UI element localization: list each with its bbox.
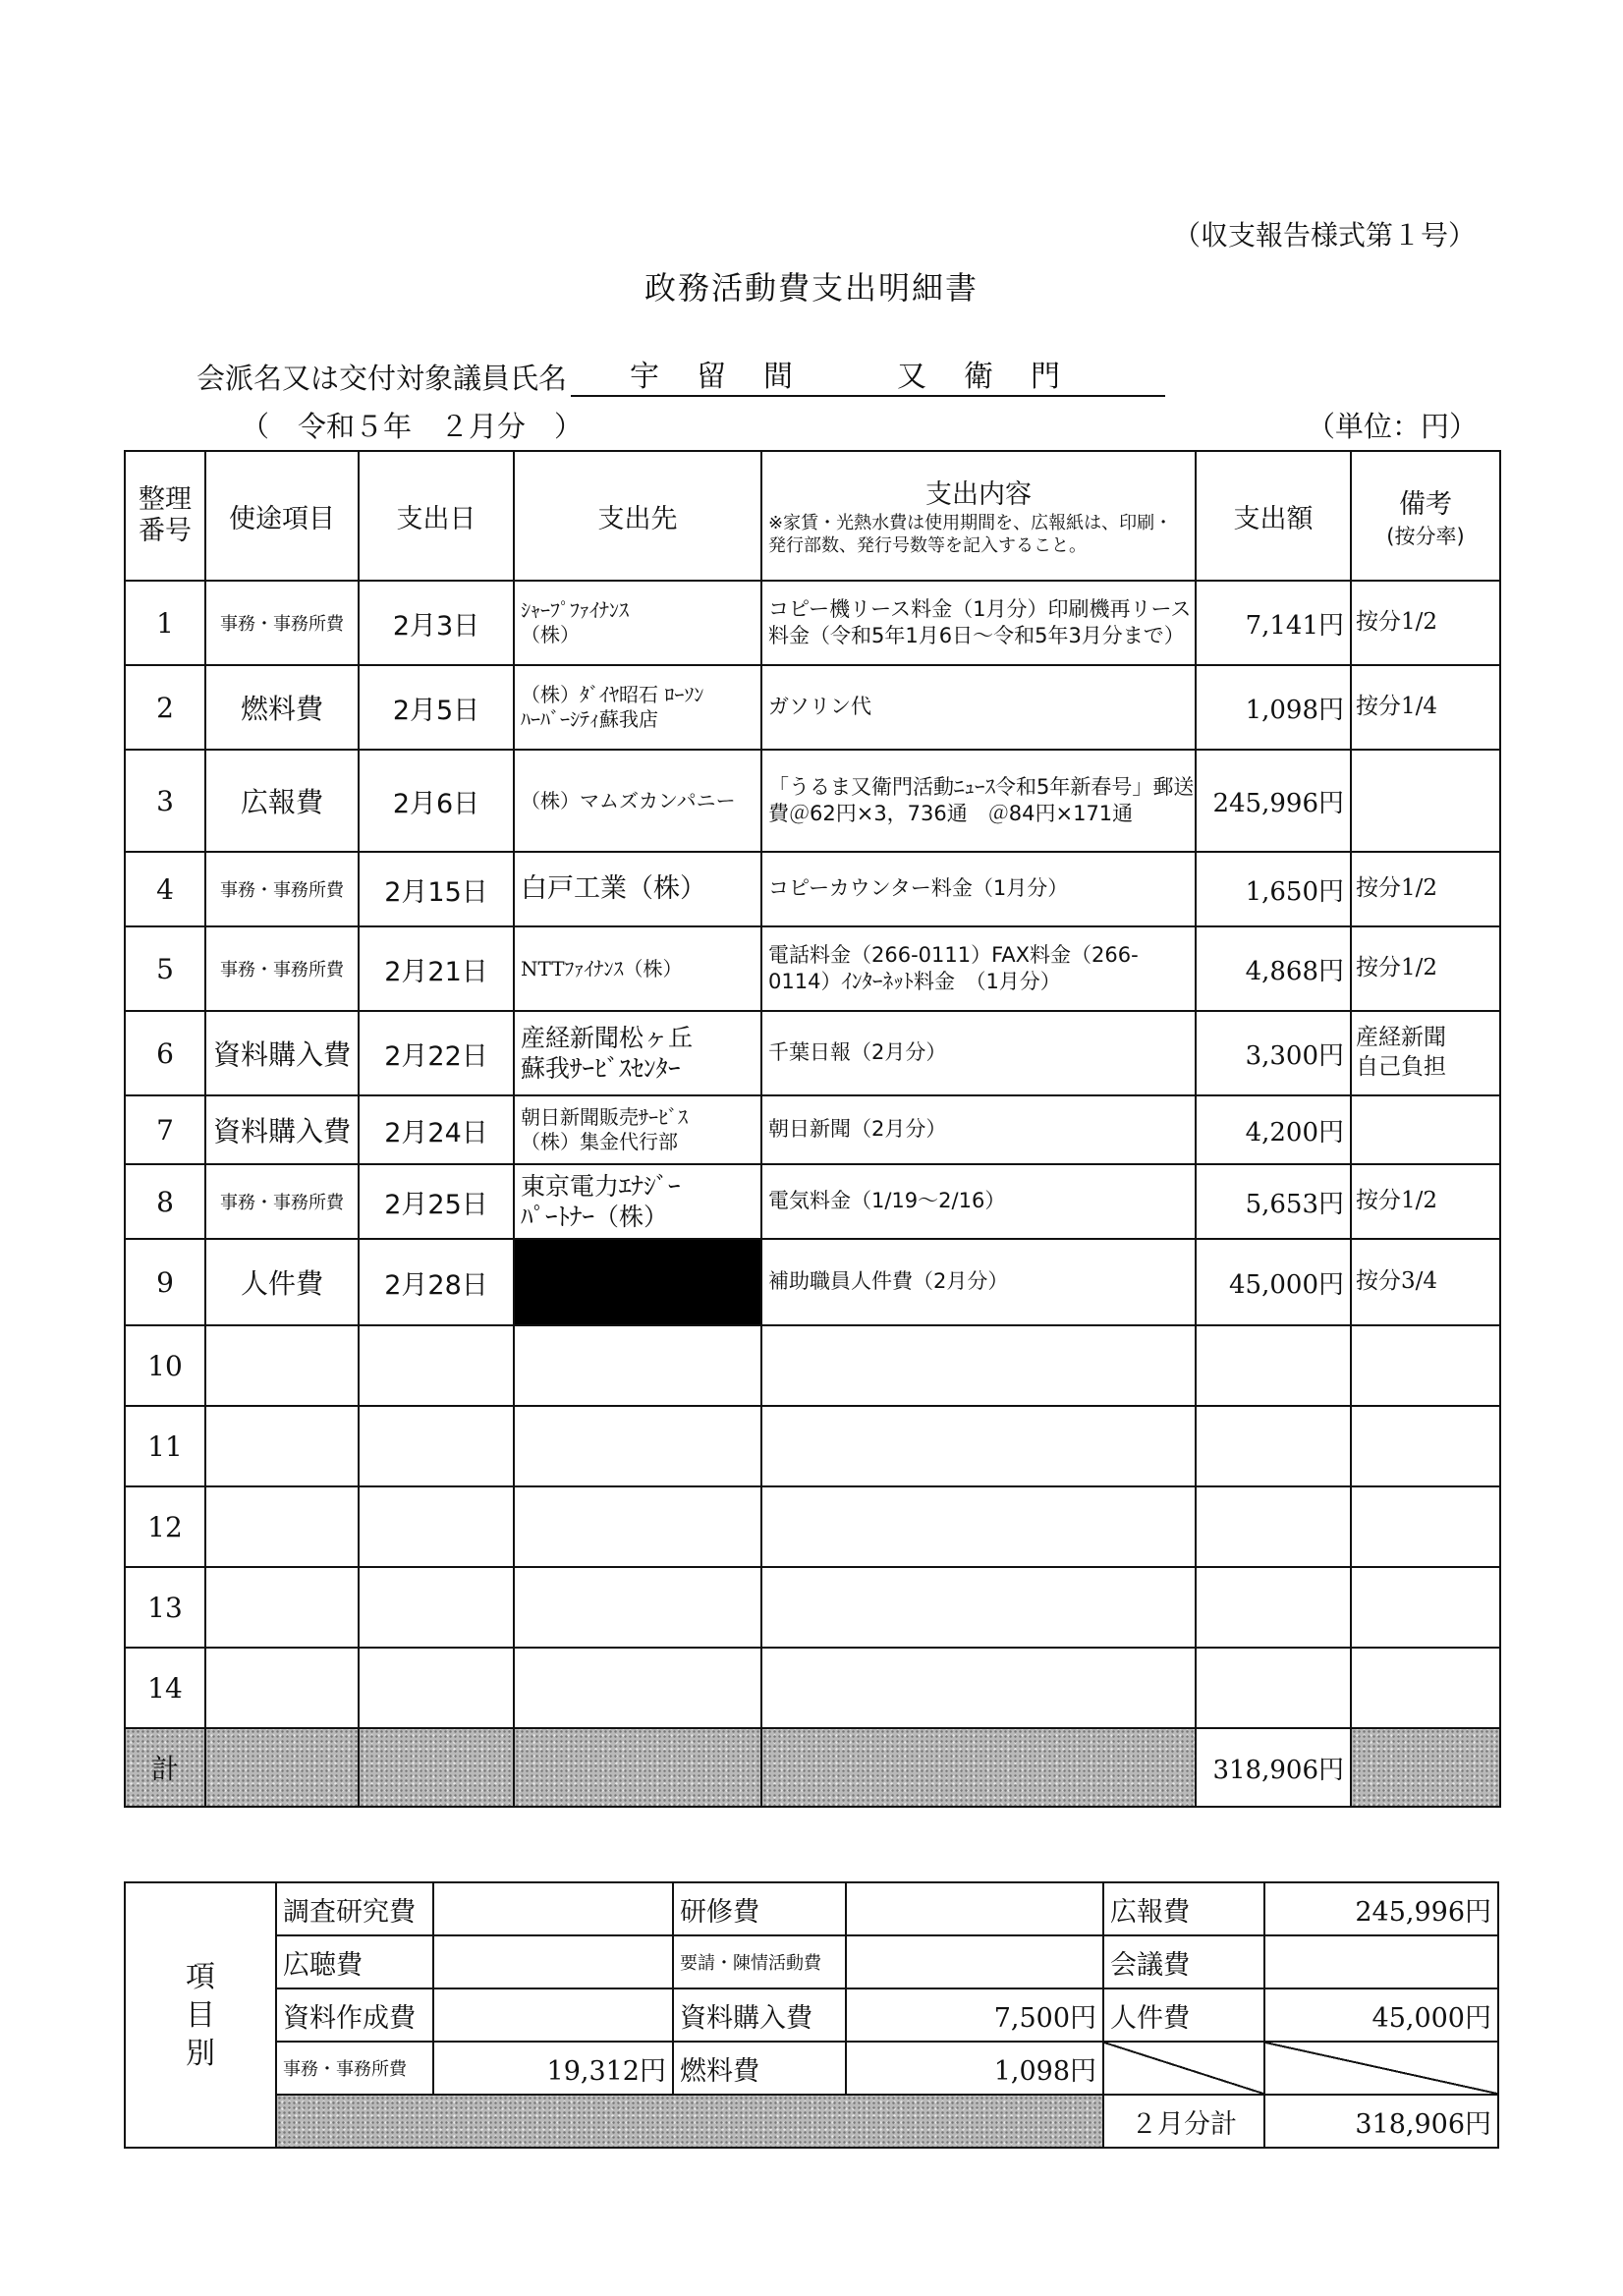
label-month-total: ２月分計	[1103, 2095, 1264, 2148]
header-remarks	[1351, 451, 1500, 581]
label-yosei: 要請・陳情活動費	[673, 1935, 846, 1988]
row-date: 2月6日	[359, 750, 514, 852]
row-category: 広報費	[205, 750, 359, 852]
table-row	[125, 1011, 1500, 1095]
row-date: 2月5日	[359, 665, 514, 750]
row-content: 補助職員人件費（2月分）	[761, 1239, 1196, 1325]
row-amount: 45,000円	[1196, 1239, 1351, 1325]
row-date: 2月15日	[359, 852, 514, 926]
label-shiryo-konyu: 資料購入費	[673, 1988, 846, 2042]
row-remarks: 按分1/2	[1351, 852, 1500, 926]
row-category: 人件費	[205, 1239, 359, 1325]
header-payee: 支出先	[514, 451, 761, 581]
table-row	[125, 1164, 1500, 1239]
row-no: 4	[125, 852, 205, 926]
table-row-empty	[125, 1406, 1500, 1486]
diagonal-cell	[1264, 2042, 1498, 2095]
table-row-empty	[125, 1325, 1500, 1406]
member-label: 会派名又は交付対象議員氏名	[196, 362, 568, 395]
row-amount: 4,868円	[1196, 926, 1351, 1011]
row-category: 事務・事務所費	[205, 1164, 359, 1239]
row-payee: （株）ﾀﾞｲﾔ昭石 ﾛｰｿﾝ ﾊｰﾊﾞｰｼﾃｨ蘇我店	[514, 665, 761, 750]
total-label: 計	[125, 1728, 205, 1807]
row-no: 5	[125, 926, 205, 1011]
table-row	[125, 1095, 1500, 1164]
row-payee: ｼｬｰﾌﾟﾌｧｲﾅﾝｽ （株）	[514, 581, 761, 665]
row-payee: （株）マムズカンパニー	[514, 750, 761, 852]
table-row	[125, 665, 1500, 750]
row-no: 11	[125, 1406, 205, 1486]
table-row	[125, 1239, 1500, 1325]
table-row	[125, 750, 1500, 852]
header-no: 整理番号	[125, 451, 205, 581]
table-row	[125, 581, 1500, 665]
redacted-payee	[514, 1239, 761, 1325]
row-amount: 7,141円	[1196, 581, 1351, 665]
header-date: 支出日	[359, 451, 514, 581]
row-content: コピーカウンター料金（1月分）	[761, 852, 1196, 926]
unit-label: （単位：円）	[1306, 410, 1478, 443]
header-content-note: ※家賃・光熱水費は使用期間を、広報紙は、印刷・発行部数、発行号数等を記入すること。	[768, 513, 1173, 556]
header-category: 使途項目	[205, 451, 359, 581]
row-content: 千葉日報（2月分）	[761, 1011, 1196, 1095]
label-kenshu: 研修費	[673, 1882, 846, 1935]
row-payee: NTTﾌｧｲﾅﾝｽ（株）	[514, 926, 761, 1011]
row-content: ガソリン代	[761, 665, 1196, 750]
category-summary-table	[124, 1881, 1499, 2149]
row-date: 2月22日	[359, 1011, 514, 1095]
row-remarks	[1351, 1095, 1500, 1164]
member-line	[196, 352, 1165, 397]
header-content	[761, 451, 1196, 581]
total-row	[125, 1728, 1500, 1807]
summary-row	[125, 1882, 1498, 1935]
label-jinken: 人件費	[1103, 1988, 1264, 2042]
row-payee: 白戸工業（株）	[514, 852, 761, 926]
table-row	[125, 926, 1500, 1011]
row-amount: 245,996円	[1196, 750, 1351, 852]
row-category: 資料購入費	[205, 1011, 359, 1095]
summary-row	[125, 1988, 1498, 2042]
summary-row	[125, 2042, 1498, 2095]
row-no: 6	[125, 1011, 205, 1095]
row-category: 燃料費	[205, 665, 359, 750]
row-payee: 東京電力ｴﾅｼﾞｰ ﾊﾟｰﾄﾅｰ（株）	[514, 1164, 761, 1239]
row-amount: 3,300円	[1196, 1011, 1351, 1095]
label-chosa: 調査研究費	[276, 1882, 433, 1935]
total-amount: 318,906円	[1196, 1728, 1351, 1807]
row-remarks: 按分1/2	[1351, 926, 1500, 1011]
label-jimu: 事務・事務所費	[276, 2042, 433, 2095]
row-remarks: 産経新聞 自己負担	[1351, 1011, 1500, 1095]
value-shiryo-konyu: 7,500円	[846, 1988, 1103, 2042]
row-no: 10	[125, 1325, 205, 1406]
row-amount: 1,098円	[1196, 665, 1351, 750]
value-jimu: 19,312円	[433, 2042, 673, 2095]
row-no: 1	[125, 581, 205, 665]
row-category: 事務・事務所費	[205, 852, 359, 926]
shaded-cell	[276, 2095, 1103, 2148]
form-id: （収支報告様式第１号）	[1172, 219, 1476, 252]
value-jinken: 45,000円	[1264, 1988, 1498, 2042]
row-payee: 産経新聞松ヶ丘 蘇我ｻｰﾋﾞｽｾﾝﾀｰ	[514, 1011, 761, 1095]
row-remarks: 按分1/4	[1351, 665, 1500, 750]
row-amount: 4,200円	[1196, 1095, 1351, 1164]
table-row-empty	[125, 1486, 1500, 1567]
row-date: 2月3日	[359, 581, 514, 665]
table-row-empty	[125, 1648, 1500, 1728]
label-kocho: 広聴費	[276, 1935, 433, 1988]
row-remarks: 按分3/4	[1351, 1239, 1500, 1325]
table-header-row	[125, 451, 1500, 581]
row-category: 事務・事務所費	[205, 926, 359, 1011]
row-content: 電話料金（266-0111）FAX料金（266-0114）ｲﾝﾀｰﾈｯﾄ料金 （1月分）	[761, 926, 1196, 1011]
row-no: 14	[125, 1648, 205, 1728]
row-category: 事務・事務所費	[205, 581, 359, 665]
diagonal-cell	[1103, 2042, 1264, 2095]
member-name: 宇留間 又衛門	[571, 352, 1165, 397]
label-shiryo-sakusei: 資料作成費	[276, 1988, 433, 2042]
row-date: 2月21日	[359, 926, 514, 1011]
document-title: 政務活動費支出明細書	[644, 269, 979, 307]
row-no: 7	[125, 1095, 205, 1164]
header-amount: 支出額	[1196, 451, 1351, 581]
value-nenryo: 1,098円	[846, 2042, 1103, 2095]
table-row-empty	[125, 1567, 1500, 1648]
row-no: 8	[125, 1164, 205, 1239]
value-month-total: 318,906円	[1264, 2095, 1498, 2148]
header-remarks-sub: (按分率)	[1386, 524, 1465, 548]
table-row	[125, 852, 1500, 926]
row-remarks	[1351, 750, 1500, 852]
row-amount: 5,653円	[1196, 1164, 1351, 1239]
row-content: 朝日新聞（2月分）	[761, 1095, 1196, 1164]
row-remarks: 按分1/2	[1351, 581, 1500, 665]
period: （ 令和５年 ２月分 ）	[241, 410, 584, 443]
row-no: 12	[125, 1486, 205, 1567]
row-no: 13	[125, 1567, 205, 1648]
value-koho: 245,996円	[1264, 1882, 1498, 1935]
summary-row	[125, 1935, 1498, 1988]
label-nenryo: 燃料費	[673, 2042, 846, 2095]
summary-row	[125, 2095, 1498, 2148]
row-amount: 1,650円	[1196, 852, 1351, 926]
row-no: 9	[125, 1239, 205, 1325]
header-content-label: 支出内容	[925, 479, 1032, 510]
label-kaigi: 会議費	[1103, 1935, 1264, 1988]
row-remarks: 按分1/2	[1351, 1164, 1500, 1239]
row-content: 「うるま又衛門活動ﾆｭｰｽ令和5年新春号」郵送費＠62円×3，736通 ＠84円×171通	[761, 750, 1196, 852]
row-content: 電気料金（1/19～2/16）	[761, 1164, 1196, 1239]
summary-axis-label: 項目別	[125, 1882, 276, 2148]
row-payee: 朝日新聞販売ｻｰﾋﾞｽ （株）集金代行部	[514, 1095, 761, 1164]
header-remarks-label: 備考	[1399, 488, 1452, 520]
row-category: 資料購入費	[205, 1095, 359, 1164]
label-koho: 広報費	[1103, 1882, 1264, 1935]
row-no: 3	[125, 750, 205, 852]
row-content: コピー機リース料金（1月分）印刷機再リース料金（令和5年1月6日～令和5年3月分まで）	[761, 581, 1196, 665]
expense-table	[124, 450, 1501, 1808]
row-no: 2	[125, 665, 205, 750]
row-date: 2月28日	[359, 1239, 514, 1325]
row-date: 2月24日	[359, 1095, 514, 1164]
row-date: 2月25日	[359, 1164, 514, 1239]
